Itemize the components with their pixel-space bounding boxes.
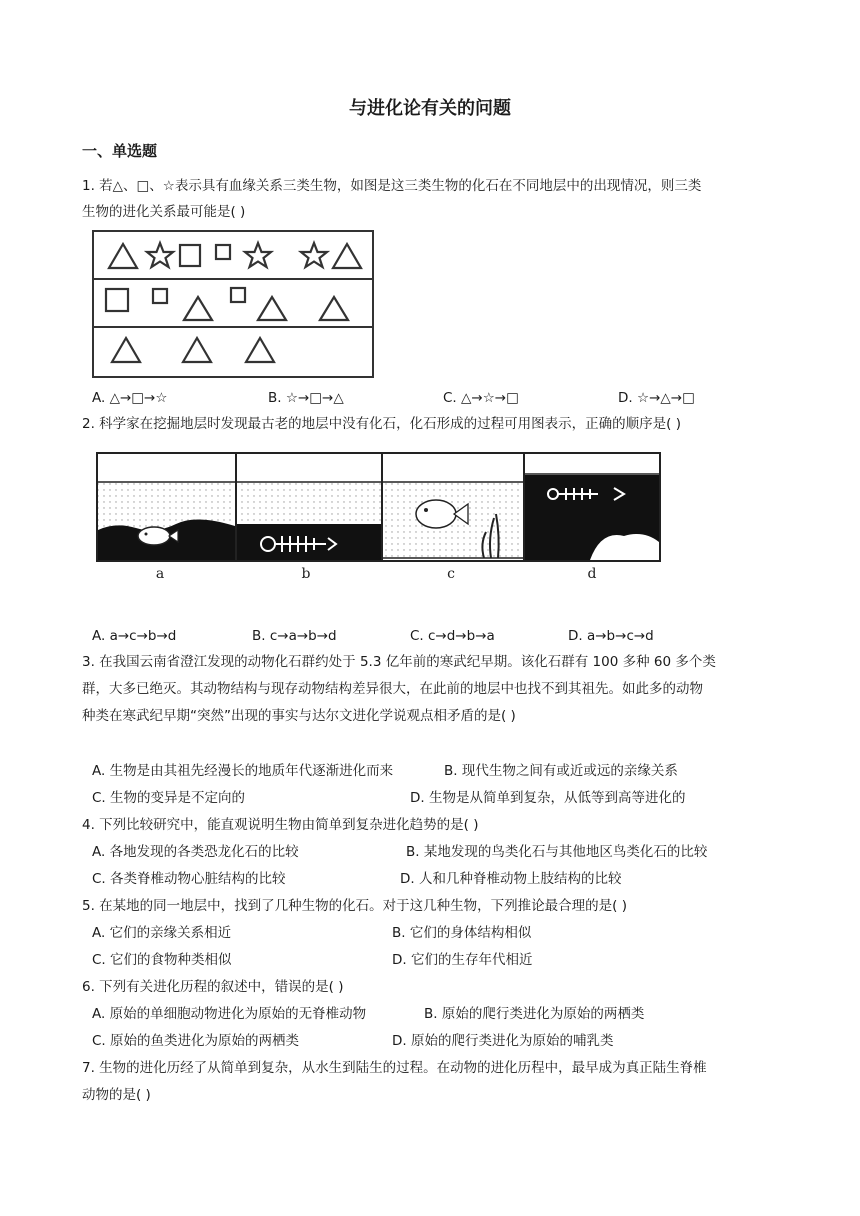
- panel-a: [97, 453, 236, 561]
- square-mark: [106, 289, 128, 311]
- triangle-mark: [333, 244, 361, 268]
- triangle-mark: [109, 244, 137, 268]
- star-mark: [147, 243, 173, 267]
- q5-option-a[interactable]: A. 它们的亲缘关系相近: [92, 925, 232, 941]
- q2-option-a[interactable]: A. a→c→b→d: [92, 628, 177, 644]
- panel-b: [236, 453, 382, 561]
- q6-option-c[interactable]: C. 原始的鱼类进化为原始的两栖类: [92, 1033, 300, 1049]
- q3-stem-line-1: 3. 在我国云南省澄江发现的动物化石群约处于 5.3 亿年前的寒武纪早期。该化石群有 100 多种 60 多个类: [82, 654, 716, 670]
- q2-option-d[interactable]: D. a→b→c→d: [568, 628, 654, 644]
- q1-option-b[interactable]: B. ☆→□→△: [268, 390, 344, 406]
- q6-option-a[interactable]: A. 原始的单细胞动物进化为原始的无脊椎动物: [92, 1006, 367, 1022]
- q3-option-b[interactable]: B. 现代生物之间有或近或远的亲缘关系: [444, 763, 678, 779]
- q5-option-d[interactable]: D. 它们的生存年代相近: [392, 952, 533, 968]
- triangle-mark: [184, 297, 212, 320]
- q2-option-c[interactable]: C. c→d→b→a: [410, 628, 495, 644]
- panel-label-d: d: [587, 566, 597, 582]
- q5-stem-line-1: 5. 在某地的同一地层中，找到了几种生物的化石。对于这几种生物，下列推论最合理的是( ): [82, 898, 627, 914]
- q2-stem-line-1: 2. 科学家在挖掘地层时发现最古老的地层中没有化石，化石形成的过程可用图表示，正确的顺序是( ): [82, 416, 681, 432]
- q1-option-d[interactable]: D. ☆→△→□: [618, 390, 695, 406]
- panel-label-a: a: [155, 566, 165, 582]
- triangle-mark: [320, 297, 348, 320]
- small-square-mark: [153, 289, 167, 303]
- q4-option-c[interactable]: C. 各类脊椎动物心脏结构的比较: [92, 871, 286, 887]
- triangle-mark: [112, 338, 140, 362]
- q1-stem-line-2: 生物的进化关系最可能是( ): [82, 204, 246, 220]
- small-square-mark: [216, 245, 230, 259]
- q4-option-b[interactable]: B. 某地发现的鸟类化石与其他地区鸟类化石的比较: [406, 844, 708, 860]
- triangle-mark: [246, 338, 274, 362]
- q6-option-b[interactable]: B. 原始的爬行类进化为原始的两栖类: [424, 1006, 645, 1022]
- panel-label-b: b: [301, 566, 311, 582]
- star-mark: [301, 243, 327, 267]
- q1-stem-line-1: 1. 若△、□、☆表示具有血缘关系三类生物，如图是这三类生物的化石在不同地层中的出现情况，则三类: [82, 178, 702, 194]
- q6-option-d[interactable]: D. 原始的爬行类进化为原始的哺乳类: [392, 1033, 614, 1049]
- square-mark: [180, 245, 200, 266]
- q2-option-b[interactable]: B. c→a→b→d: [252, 628, 337, 644]
- q1-option-a[interactable]: A. △→□→☆: [92, 390, 168, 406]
- q7-stem-line-2: 动物的是( ): [82, 1087, 151, 1103]
- page-title: 与进化论有关的问题: [349, 98, 511, 119]
- q6-stem-line-1: 6. 下列有关进化历程的叙述中，错误的是( ): [82, 979, 344, 995]
- q7-stem-line-1: 7. 生物的进化历经了从简单到复杂，从水生到陆生的过程。在动物的进化历程中，最早成为真正陆生脊椎: [82, 1060, 707, 1076]
- panel-d: [524, 453, 660, 561]
- q3-option-c[interactable]: C. 生物的变异是不定向的: [92, 790, 246, 806]
- section-heading: 一、单选题: [82, 142, 158, 160]
- triangle-mark: [258, 297, 286, 320]
- q3-option-a[interactable]: A. 生物是由其祖先经漫长的地质年代逐渐进化而来: [92, 763, 394, 779]
- panel-label-c: c: [447, 566, 455, 582]
- q4-option-d[interactable]: D. 人和几种脊椎动物上肢结构的比较: [400, 871, 622, 887]
- small-square-mark: [231, 288, 245, 302]
- q4-stem-line-1: 4. 下列比较研究中，能直观说明生物由简单到复杂进化趋势的是( ): [82, 817, 479, 833]
- panel-c: [382, 453, 524, 561]
- q3-stem-line-2: 群，大多已绝灭。其动物结构与现存动物结构差异很大，在此前的地层中也找不到其祖先。如此多的动物: [82, 681, 703, 697]
- q2-fossil-formation-figure: [96, 452, 662, 582]
- q1-fossil-layers-figure: [92, 230, 374, 378]
- q3-option-d[interactable]: D. 生物是从简单到复杂，从低等到高等进化的: [410, 790, 686, 806]
- q3-stem-line-3: 种类在寒武纪早期“突然”出现的事实与达尔文进化学说观点相矛盾的是( ): [82, 708, 516, 724]
- q4-option-a[interactable]: A. 各地发现的各类恐龙化石的比较: [92, 844, 299, 860]
- q5-option-c[interactable]: C. 它们的食物种类相似: [92, 952, 232, 968]
- q5-option-b[interactable]: B. 它们的身体结构相似: [392, 925, 532, 941]
- triangle-mark: [183, 338, 211, 362]
- star-mark: [245, 243, 271, 267]
- q1-option-c[interactable]: C. △→☆→□: [443, 390, 519, 406]
